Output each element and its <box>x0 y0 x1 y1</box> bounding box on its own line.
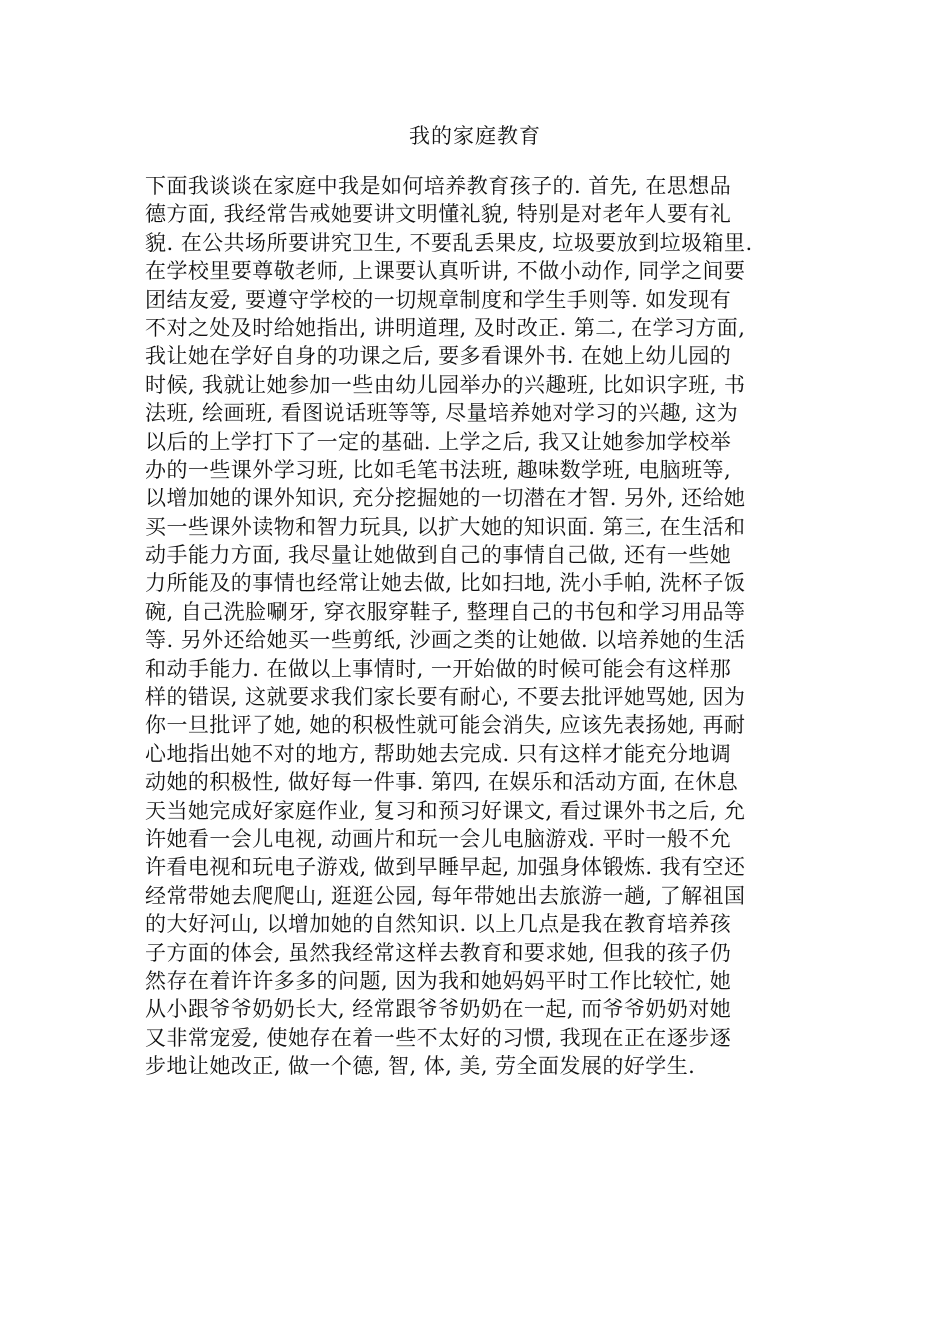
body-line: 然存在着许许多多的问题, 因为我和她妈妈平时工作比较忙, 她 <box>145 968 732 993</box>
body-line: 天当她完成好家庭作业, 复习和预习好课文, 看过课外书之后, 允 <box>145 798 746 823</box>
body-line: 经常带她去爬爬山, 逛逛公园, 每年带她出去旅游一趟, 了解祖国 <box>145 883 746 908</box>
body-line: 在学校里要尊敬老师, 上课要认真听讲, 不做小动作, 同学之间要 <box>145 259 746 284</box>
body-line: 德方面, 我经常告戒她要讲文明懂礼貌, 特别是对老年人要有礼 <box>145 202 732 227</box>
body-line: 不对之处及时给她指出, 讲明道理, 及时改正. 第二, 在学习方面, <box>145 315 746 340</box>
document-body <box>145 172 825 1081</box>
body-line: 以增加她的课外知识, 充分挖掘她的一切潜在才智. 另外, 还给她 <box>145 486 746 511</box>
body-line: 时候, 我就让她参加一些由幼儿园举办的兴趣班, 比如识字班, 书 <box>145 372 746 397</box>
body-line: 动她的积极性, 做好每一件事. 第四, 在娱乐和活动方面, 在休息 <box>145 770 739 795</box>
body-line: 买一些课外读物和智力玩具, 以扩大她的知识面. 第三, 在生活和 <box>145 514 746 539</box>
body-line: 下面我谈谈在家庭中我是如何培养教育孩子的. 首先, 在思想品 <box>145 174 732 198</box>
body-line: 许她看一会儿电视, 动画片和玩一会儿电脑游戏. 平时一般不允 <box>145 826 732 851</box>
body-line: 以后的上学打下了一定的基础. 上学之后, 我又让她参加学校举 <box>145 429 732 454</box>
body-line: 和动手能力. 在做以上事情时, 一开始做的时候可能会有这样那 <box>145 656 732 681</box>
body-line: 力所能及的事情也经常让她去做, 比如扫地, 洗小手帕, 洗杯子饭 <box>145 571 746 596</box>
body-line: 法班, 绘画班, 看图说话班等等, 尽量培养她对学习的兴趣, 这为 <box>145 401 739 426</box>
body-line: 步地让她改正, 做一个德, 智, 体, 美, 劳全面发展的好学生. <box>145 1054 696 1079</box>
body-line: 许看电视和玩电子游戏, 做到早睡早起, 加强身体锻炼. 我有空还 <box>145 855 746 880</box>
body-line: 从小跟爷爷奶奶长大, 经常跟爷爷奶奶在一起, 而爷爷奶奶对她 <box>145 997 732 1022</box>
body-line: 我让她在学好自身的功课之后, 要多看课外书. 在她上幼儿园的 <box>145 344 732 369</box>
body-line: 动手能力方面, 我尽量让她做到自己的事情自己做, 还有一些她 <box>145 543 732 568</box>
body-line: 等. 另外还给她买一些剪纸, 沙画之类的让她做. 以培养她的生活 <box>145 628 746 653</box>
document-title: 我的家庭教育 <box>409 124 541 148</box>
body-line: 子方面的体会, 虽然我经常这样去教育和要求她, 但我的孩子仍 <box>145 940 732 965</box>
body-line: 办的一些课外学习班, 比如毛笔书法班, 趣味数学班, 电脑班等, <box>145 457 732 482</box>
body-line: 你一旦批评了她, 她的积极性就可能会消失, 应该先表扬她, 再耐 <box>145 713 746 738</box>
body-line: 碗, 自己洗脸唰牙, 穿衣服穿鞋子, 整理自己的书包和学习用品等 <box>145 599 746 624</box>
body-line: 心地指出她不对的地方, 帮助她去完成. 只有这样才能充分地调 <box>145 741 732 766</box>
body-line: 貌. 在公共场所要讲究卫生, 不要乱丢果皮, 垃圾要放到垃圾箱里. <box>145 230 753 255</box>
body-line: 的大好河山, 以增加她的自然知识. 以上几点是我在教育培养孩 <box>145 912 732 937</box>
body-line: 又非常宠爱, 使她存在着一些不太好的习惯, 我现在正在逐步逐 <box>145 1025 732 1050</box>
body-line: 样的错误, 这就要求我们家长要有耐心, 不要去批评她骂她, 因为 <box>145 685 746 710</box>
body-line: 团结友爱, 要遵守学校的一切规章制度和学生手则等. 如发现有 <box>145 287 732 312</box>
